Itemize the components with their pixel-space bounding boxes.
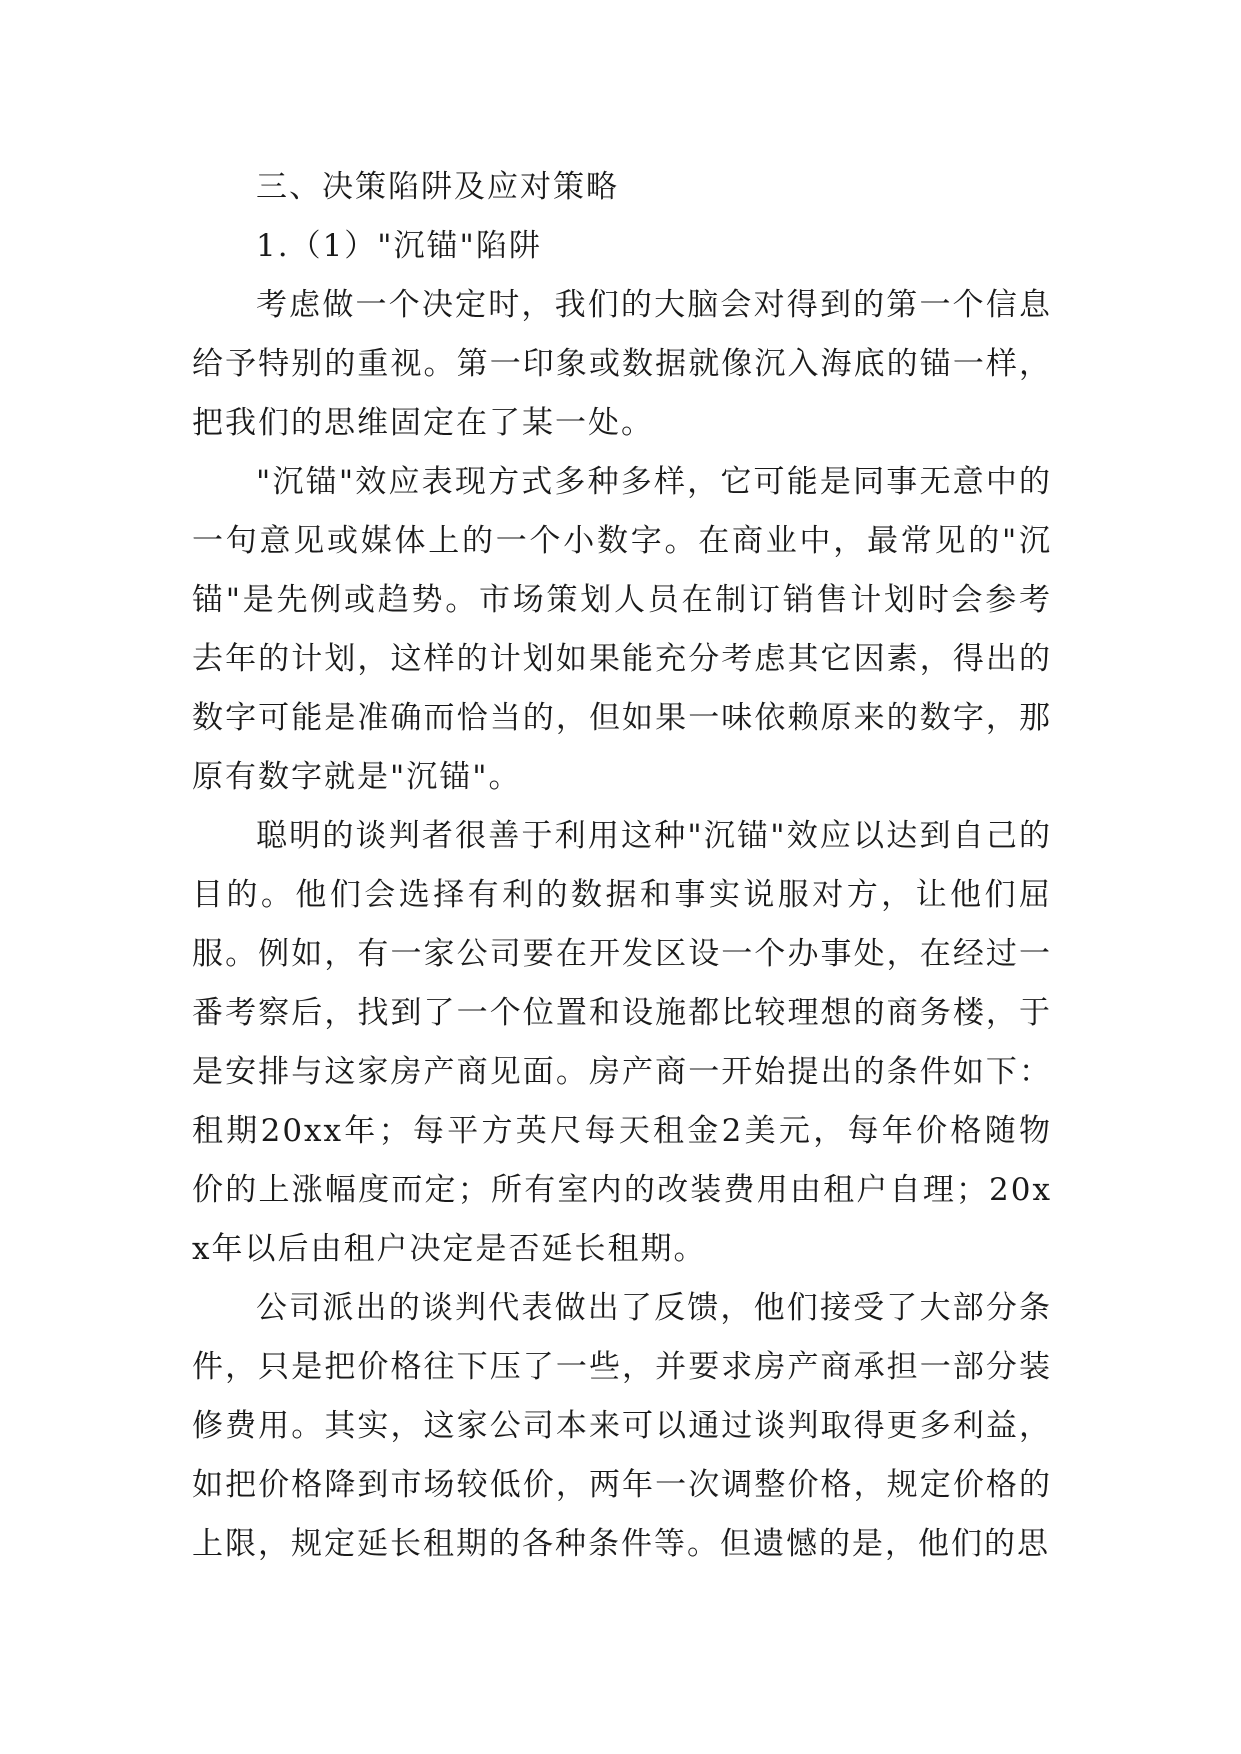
paragraph-1: 考虑做一个决定时，我们的大脑会对得到的第一个信息给予特别的重视。第一印象或数据就像沉入海底的锚一样，把我们的思维固定在了某一处。 <box>192 287 1052 441</box>
paragraph-3: 聪明的谈判者很善于利用这种"沉锚"效应以达到自己的目的。他们会选择有利的数据和事实说服对方，让他们屈服。例如，有一家公司要在开发区设一个办事处，在经过一番考察后，找到了一个位置和设施都比较理想的商务楼，于是安排与这家房产商见面。房产商一开始提出的条件如下：租期20xx年；每平方英尺每天租金2美元，每年价格随物价的上涨幅度而定；所有室内的改装费用由租户自理；20xx年以后由租户决定是否延长租期。 <box>192 818 1052 1267</box>
section-heading: 三、决策陷阱及应对策略 <box>256 169 619 205</box>
document-body <box>192 158 1052 1574</box>
paragraph-4: 公司派出的谈判代表做出了反馈，他们接受了大部分条件，只是把价格往下压了一些，并要求房产商承担一部分装修费用。其实，这家公司本来可以通过谈判取得更多利益，如把价格降到市场较低价，两年一次调整价格，规定价格的上限，规定延长租期的各种条件等。但遗憾的是，他们的思 <box>192 1290 1052 1562</box>
subsection-heading: 1.（1）"沉锚"陷阱 <box>256 228 542 264</box>
paragraph-2: "沉锚"效应表现方式多种多样，它可能是同事无意中的一句意见或媒体上的一个小数字。在商业中，最常见的"沉锚"是先例或趋势。市场策划人员在制订销售计划时会参考去年的计划，这样的计划如果能充分考虑其它因素，得出的数字可能是准确而恰当的，但如果一味依赖原来的数字，那原有数字就是"沉锚"。 <box>192 464 1052 795</box>
